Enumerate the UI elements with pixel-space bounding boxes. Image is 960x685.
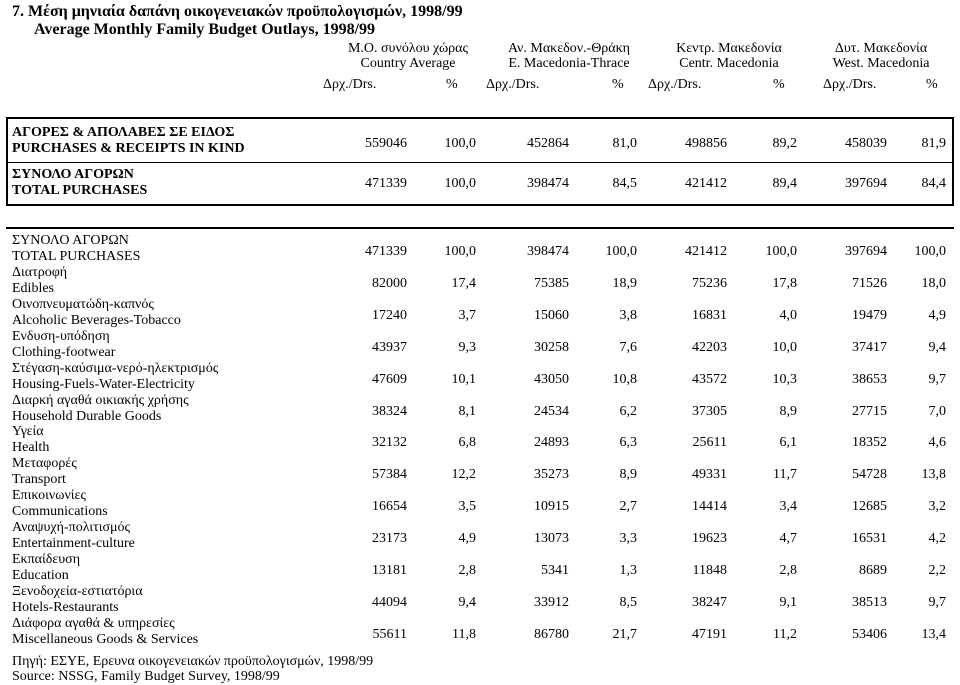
row-label-greek: ΑΓΟΡΕΣ & ΑΠΟΛΑΒΕΣ ΣΕ ΕΙΔΟΣ	[12, 125, 235, 140]
row-label-english: TOTAL PURCHASES	[12, 183, 148, 198]
value-drs: 12685	[852, 499, 887, 514]
value-percent: 2,2	[928, 563, 946, 578]
table-title-english: Average Monthly Family Budget Outlays, 1998/99	[34, 21, 376, 38]
row-label-greek: Εκπαίδευση	[12, 552, 81, 567]
row-label-english: Housing-Fuels-Water-Electricity	[12, 377, 195, 392]
value-percent: 84,4	[921, 176, 946, 191]
value-drs: 23173	[372, 531, 407, 546]
value-percent: 4,9	[928, 308, 946, 323]
column-header-english: West. Macedonia	[832, 56, 930, 71]
value-drs: 42203	[692, 340, 727, 355]
value-percent: 100,0	[444, 176, 476, 191]
value-drs: 398474	[527, 176, 569, 191]
value-drs: 30258	[534, 340, 569, 355]
value-drs: 398474	[527, 244, 569, 259]
value-drs: 471339	[365, 244, 407, 259]
row-label-greek: Οινοπνευματώδη-καπνός	[12, 297, 154, 312]
value-drs: 11848	[692, 563, 727, 578]
value-percent: 10,3	[772, 372, 797, 387]
value-percent: 6,2	[619, 404, 637, 419]
value-percent: 4,2	[928, 531, 946, 546]
column-header-english: Country Average	[360, 56, 456, 71]
row-label-greek: ΣΥΝΟΛΟ ΑΓΟΡΩΝ	[12, 233, 129, 248]
value-drs: 397694	[845, 244, 887, 259]
value-percent: 100,0	[444, 136, 476, 151]
column-header-greek: Δυτ. Μακεδονία	[834, 41, 928, 56]
value-percent: 8,5	[619, 595, 637, 610]
value-percent: 21,7	[612, 627, 637, 642]
value-percent: 4,6	[928, 435, 946, 450]
value-percent: 9,1	[779, 595, 797, 610]
value-percent: 3,8	[619, 308, 637, 323]
summary-divider	[6, 162, 954, 163]
row-label-english: Edibles	[12, 281, 54, 296]
value-percent: 9,4	[458, 595, 476, 610]
value-drs: 14414	[692, 499, 727, 514]
value-drs: 17240	[372, 308, 407, 323]
value-percent: 11,8	[452, 627, 476, 642]
row-label-greek: Ξενοδοχεία-εστιατόρια	[12, 584, 143, 599]
value-drs: 32132	[372, 435, 407, 450]
value-percent: 89,4	[772, 176, 797, 191]
value-percent: 7,6	[619, 340, 637, 355]
value-drs: 471339	[365, 176, 407, 191]
value-percent: 100,0	[765, 244, 797, 259]
value-percent: 9,3	[458, 340, 476, 355]
value-percent: 13,8	[921, 467, 946, 482]
value-drs: 49331	[692, 467, 727, 482]
value-percent: 10,0	[772, 340, 797, 355]
row-label-english: Communications	[12, 504, 108, 519]
table-title-greek: 7. Μέση μηνιαία δαπάνη οικογενειακών προϋπολογισμών, 1998/99	[12, 3, 463, 20]
value-percent: 18,9	[612, 276, 637, 291]
row-label-english: Clothing-footwear	[12, 345, 116, 360]
value-drs: 86780	[534, 627, 569, 642]
value-drs: 421412	[685, 244, 727, 259]
row-label-english: TOTAL PURCHASES	[12, 249, 141, 264]
column-header-greek: Μ.Ο. συνόλου χώρας	[347, 41, 469, 56]
source-greek: Πηγή: ΕΣΥΕ, Ερευνα οικογενειακών προϋπολογισμών, 1998/99	[12, 654, 374, 669]
value-percent: 3,2	[928, 499, 946, 514]
row-label-english: Alcoholic Beverages-Tobacco	[12, 313, 181, 328]
value-drs: 54728	[852, 467, 887, 482]
row-label-greek: Επικοινωνίες	[12, 488, 86, 503]
unit-drs: Δρχ./Drs.	[823, 77, 877, 92]
value-drs: 421412	[685, 176, 727, 191]
value-percent: 10,1	[451, 372, 476, 387]
value-drs: 458039	[845, 136, 887, 151]
unit-percent: %	[612, 77, 624, 92]
row-label-english: Education	[12, 568, 69, 583]
section-divider	[6, 227, 954, 229]
value-drs: 16654	[372, 499, 407, 514]
value-drs: 24893	[534, 435, 569, 450]
row-label-greek: Υγεία	[12, 424, 44, 439]
value-percent: 3,5	[458, 499, 476, 514]
value-percent: 8,9	[619, 467, 637, 482]
value-drs: 75236	[692, 276, 727, 291]
value-percent: 6,1	[779, 435, 797, 450]
value-percent: 4,0	[779, 308, 797, 323]
column-header-greek: Κεντρ. Μακεδονία	[676, 41, 782, 56]
value-drs: 71526	[852, 276, 887, 291]
value-percent: 2,8	[779, 563, 797, 578]
value-percent: 84,5	[612, 176, 637, 191]
value-drs: 47609	[372, 372, 407, 387]
source-english: Source: NSSG, Family Budget Survey, 1998/99	[12, 669, 280, 684]
value-percent: 3,4	[779, 499, 797, 514]
row-label-english: Miscellaneous Goods & Services	[12, 632, 199, 647]
value-percent: 100,0	[444, 244, 476, 259]
value-percent: 81,9	[921, 136, 946, 151]
value-drs: 57384	[372, 467, 407, 482]
value-percent: 17,4	[451, 276, 476, 291]
value-percent: 4,9	[458, 531, 476, 546]
value-drs: 38247	[692, 595, 727, 610]
value-percent: 89,2	[772, 136, 797, 151]
value-percent: 2,7	[619, 499, 637, 514]
column-header-country-average	[333, 41, 483, 71]
row-label-greek: Αναψυχή-πολιτισμός	[12, 520, 131, 535]
value-drs: 10915	[534, 499, 569, 514]
row-label-greek: Στέγαση-καύσιμα-νερό-ηλεκτρισμός	[12, 361, 219, 376]
value-drs: 33912	[534, 595, 569, 610]
unit-percent: %	[773, 77, 785, 92]
row-label-greek: Διάφορα αγαθά & υπηρεσίες	[12, 616, 175, 631]
value-percent: 8,1	[458, 404, 476, 419]
value-drs: 37305	[692, 404, 727, 419]
row-label-english: Transport	[12, 472, 66, 487]
value-drs: 16531	[852, 531, 887, 546]
value-percent: 81,0	[612, 136, 637, 151]
row-label-english: Household Durable Goods	[12, 409, 162, 424]
value-drs: 24534	[534, 404, 569, 419]
row-label-greek: Διαρκή αγαθά οικιακής χρήσης	[12, 393, 189, 408]
value-percent: 8,9	[779, 404, 797, 419]
value-drs: 55611	[372, 627, 407, 642]
value-drs: 18352	[852, 435, 887, 450]
unit-percent: %	[926, 77, 938, 92]
column-header-english: E. Macedonia-Thrace	[508, 56, 630, 71]
column-header-greek: Αν. Μακεδον.-Θράκη	[507, 41, 630, 56]
value-drs: 38513	[852, 595, 887, 610]
row-label-greek: Διατροφή	[12, 265, 68, 280]
value-drs: 559046	[365, 136, 407, 151]
column-header-centr-macedonia	[654, 41, 804, 71]
value-drs: 53406	[852, 627, 887, 642]
row-label-greek: Μεταφορές	[12, 456, 77, 471]
unit-drs: Δρχ./Drs.	[323, 77, 377, 92]
value-drs: 27715	[852, 404, 887, 419]
row-label-english: PURCHASES & RECEIPTS IN KIND	[12, 141, 245, 156]
value-drs: 5341	[541, 563, 569, 578]
value-drs: 43050	[534, 372, 569, 387]
value-percent: 12,2	[451, 467, 476, 482]
value-drs: 498856	[685, 136, 727, 151]
value-percent: 11,7	[773, 467, 797, 482]
value-drs: 15060	[534, 308, 569, 323]
value-drs: 44094	[372, 595, 407, 610]
value-percent: 9,4	[928, 340, 946, 355]
value-drs: 38324	[372, 404, 407, 419]
value-drs: 35273	[534, 467, 569, 482]
value-percent: 100,0	[914, 244, 946, 259]
value-drs: 43572	[692, 372, 727, 387]
column-header-e-macedonia-thrace	[494, 41, 644, 71]
value-percent: 9,7	[928, 372, 946, 387]
unit-drs: Δρχ./Drs.	[648, 77, 702, 92]
value-drs: 452864	[527, 136, 569, 151]
value-percent: 2,8	[458, 563, 476, 578]
unit-percent: %	[446, 77, 458, 92]
value-percent: 18,0	[921, 276, 946, 291]
value-percent: 3,3	[619, 531, 637, 546]
value-drs: 25611	[692, 435, 727, 450]
value-percent: 6,3	[619, 435, 637, 450]
value-drs: 75385	[534, 276, 569, 291]
value-percent: 7,0	[928, 404, 946, 419]
value-drs: 8689	[859, 563, 887, 578]
value-drs: 16831	[692, 308, 727, 323]
value-drs: 19623	[692, 531, 727, 546]
row-label-greek: ΣΥΝΟΛΟ ΑΓΟΡΩΝ	[12, 167, 134, 182]
value-drs: 13181	[372, 563, 407, 578]
row-label-greek: Ενδυση-υπόδηση	[12, 329, 110, 344]
value-percent: 11,2	[773, 627, 797, 642]
value-drs: 38653	[852, 372, 887, 387]
value-percent: 1,3	[619, 563, 637, 578]
value-percent: 3,7	[458, 308, 476, 323]
value-drs: 37417	[852, 340, 887, 355]
column-header-west-macedonia	[806, 41, 956, 71]
value-drs: 397694	[845, 176, 887, 191]
unit-drs: Δρχ./Drs.	[486, 77, 540, 92]
value-drs: 19479	[852, 308, 887, 323]
value-percent: 4,7	[779, 531, 797, 546]
value-drs: 82000	[372, 276, 407, 291]
value-percent: 100,0	[605, 244, 637, 259]
row-label-english: Entertainment-culture	[12, 536, 135, 551]
value-percent: 17,8	[772, 276, 797, 291]
value-percent: 6,8	[458, 435, 476, 450]
row-label-english: Health	[12, 440, 50, 455]
value-percent: 13,4	[921, 627, 946, 642]
value-percent: 10,8	[612, 372, 637, 387]
value-drs: 13073	[534, 531, 569, 546]
value-percent: 9,7	[928, 595, 946, 610]
row-label-english: Hotels-Restaurants	[12, 600, 119, 615]
value-drs: 47191	[692, 627, 727, 642]
column-header-english: Centr. Macedonia	[679, 56, 779, 71]
value-drs: 43937	[372, 340, 407, 355]
